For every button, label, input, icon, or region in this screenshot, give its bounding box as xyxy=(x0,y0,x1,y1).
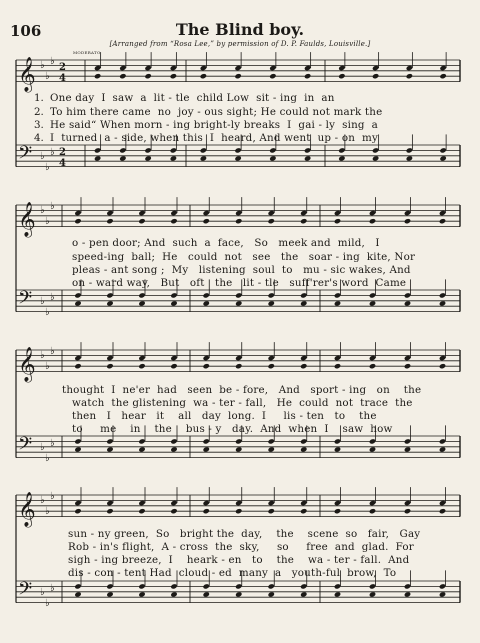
notehead xyxy=(170,65,177,71)
notehead xyxy=(404,300,411,306)
lyric-line: pleas - ant song ; My listening soul to mu - sic wakes, And xyxy=(72,264,411,276)
notehead xyxy=(439,210,446,216)
lyric-line: on - ward way, But oft the lit - tle suff'rer's word Came xyxy=(72,277,407,289)
flat-icon: ♭ xyxy=(50,292,55,303)
notehead xyxy=(439,591,446,597)
lyric-line: o - pen door; And such a face, So meek and mild, I xyxy=(72,237,380,249)
notehead xyxy=(304,73,311,79)
notehead xyxy=(106,446,113,452)
lyric-line: Rob - in's flight, A - cross the sky, so free and glad. For xyxy=(68,541,414,553)
lyric-line: He said“ When morn - ing bright-ly breaks I gai - ly sing a xyxy=(50,119,378,131)
flat-icon: ♭ xyxy=(50,346,55,357)
notehead xyxy=(234,147,241,153)
notehead xyxy=(369,300,376,306)
flat-icon: ♭ xyxy=(45,453,50,464)
notehead xyxy=(235,218,242,224)
flat-icon: ♭ xyxy=(40,442,45,453)
notehead xyxy=(268,508,275,514)
notehead xyxy=(268,300,275,306)
notehead xyxy=(304,65,311,71)
flat-icon: ♭ xyxy=(40,205,45,216)
notehead xyxy=(203,300,210,306)
notehead xyxy=(106,500,113,506)
verse-number: 2. xyxy=(34,106,44,118)
notehead xyxy=(170,583,177,589)
notehead xyxy=(369,508,376,514)
notehead xyxy=(268,292,275,298)
notehead xyxy=(74,591,81,597)
flat-icon: ♭ xyxy=(45,71,50,82)
notehead xyxy=(74,292,81,298)
notehead xyxy=(235,210,242,216)
flat-icon: ♭ xyxy=(50,583,55,594)
notehead xyxy=(170,300,177,306)
notehead xyxy=(94,155,101,161)
notehead xyxy=(300,438,307,444)
notehead xyxy=(334,583,341,589)
notehead xyxy=(372,73,379,79)
notehead xyxy=(74,446,81,452)
notehead xyxy=(170,147,177,153)
notehead xyxy=(119,65,126,71)
notehead xyxy=(369,438,376,444)
notehead xyxy=(369,292,376,298)
notehead xyxy=(268,500,275,506)
notehead xyxy=(369,583,376,589)
notehead xyxy=(404,446,411,452)
notehead xyxy=(369,591,376,597)
notehead xyxy=(268,355,275,361)
lyric-line: speed-ing ball; He could not see the soar - ing kite, Nor xyxy=(72,251,416,263)
notehead xyxy=(334,292,341,298)
notehead xyxy=(138,355,145,361)
notehead xyxy=(203,210,210,216)
notehead xyxy=(439,155,446,161)
notehead xyxy=(170,438,177,444)
notehead xyxy=(268,438,275,444)
notehead xyxy=(304,147,311,153)
notehead xyxy=(200,147,207,153)
notehead xyxy=(170,355,177,361)
notehead xyxy=(235,500,242,506)
notehead xyxy=(338,73,345,79)
notehead xyxy=(203,508,210,514)
notehead xyxy=(334,500,341,506)
notehead xyxy=(106,591,113,597)
notehead xyxy=(74,210,81,216)
notehead xyxy=(404,363,411,369)
lyric-line: thought I ne'er had seen be - fore, And sport - ing on the xyxy=(62,384,422,396)
notehead xyxy=(369,355,376,361)
notehead xyxy=(138,438,145,444)
notehead xyxy=(119,155,126,161)
notehead xyxy=(338,155,345,161)
bass-clef-icon: 𝄢 xyxy=(18,143,33,168)
notehead xyxy=(300,300,307,306)
time-signature: 4 xyxy=(59,73,66,84)
notehead xyxy=(269,155,276,161)
notehead xyxy=(74,438,81,444)
notehead xyxy=(106,508,113,514)
notehead xyxy=(203,218,210,224)
notehead xyxy=(235,583,242,589)
notehead xyxy=(203,591,210,597)
notehead xyxy=(235,438,242,444)
notehead xyxy=(74,300,81,306)
notehead xyxy=(300,508,307,514)
notehead xyxy=(74,508,81,514)
notehead xyxy=(439,218,446,224)
notehead xyxy=(203,355,210,361)
flat-icon: ♭ xyxy=(50,147,55,158)
notehead xyxy=(74,218,81,224)
notehead xyxy=(74,500,81,506)
notehead xyxy=(203,292,210,298)
treble-clef-icon: 𝄞 xyxy=(18,57,36,92)
song-title: The Blind boy. xyxy=(175,20,305,39)
notehead xyxy=(439,508,446,514)
notehead xyxy=(439,65,446,71)
flat-icon: ♭ xyxy=(45,506,50,517)
lyric-line: sun - ny green, So bright the day, the scene so fair, Gay xyxy=(68,528,421,540)
notehead xyxy=(334,355,341,361)
notehead xyxy=(404,508,411,514)
notehead xyxy=(235,292,242,298)
notehead xyxy=(406,155,413,161)
notehead xyxy=(439,300,446,306)
notehead xyxy=(369,363,376,369)
notehead xyxy=(404,355,411,361)
time-signature: 4 xyxy=(59,158,66,169)
notehead xyxy=(439,73,446,79)
notehead xyxy=(235,591,242,597)
tempo-marking: MODERATO xyxy=(73,50,101,55)
time-signature: 2 xyxy=(59,62,66,73)
lyric-line: then I hear it all day long. I lis - ten to the xyxy=(72,410,377,422)
notehead xyxy=(439,355,446,361)
flat-icon: ♭ xyxy=(45,162,50,173)
notehead xyxy=(138,363,145,369)
flat-icon: ♭ xyxy=(40,587,45,598)
notehead xyxy=(235,300,242,306)
notehead xyxy=(404,500,411,506)
notehead xyxy=(300,218,307,224)
notehead xyxy=(439,363,446,369)
notehead xyxy=(170,508,177,514)
notehead xyxy=(119,73,126,79)
notehead xyxy=(144,73,151,79)
flat-icon: ♭ xyxy=(50,491,55,502)
notehead xyxy=(203,438,210,444)
notehead xyxy=(144,147,151,153)
flat-icon: ♭ xyxy=(40,151,45,162)
notehead xyxy=(235,508,242,514)
notehead xyxy=(338,147,345,153)
notehead xyxy=(439,147,446,153)
notehead xyxy=(203,500,210,506)
notehead xyxy=(334,438,341,444)
notehead xyxy=(304,155,311,161)
notehead xyxy=(200,65,207,71)
notehead xyxy=(170,363,177,369)
page-number: 106 xyxy=(10,22,42,40)
notehead xyxy=(170,73,177,79)
notehead xyxy=(138,446,145,452)
arrangement-credit: [Arranged from “Rosa Lee,” by permission of D. P. Faulds, Louisville.] xyxy=(109,40,371,48)
notehead xyxy=(203,583,210,589)
notehead xyxy=(203,363,210,369)
notehead xyxy=(138,218,145,224)
flat-icon: ♭ xyxy=(45,598,50,609)
notehead xyxy=(300,583,307,589)
notehead xyxy=(235,363,242,369)
notehead xyxy=(268,583,275,589)
notehead xyxy=(269,147,276,153)
notehead xyxy=(439,500,446,506)
notehead xyxy=(404,591,411,597)
notehead xyxy=(170,218,177,224)
notehead xyxy=(372,147,379,153)
notehead xyxy=(406,73,413,79)
flat-icon: ♭ xyxy=(50,201,55,212)
notehead xyxy=(369,218,376,224)
notehead xyxy=(138,292,145,298)
notehead xyxy=(269,65,276,71)
notehead xyxy=(203,446,210,452)
verse-number: 4. xyxy=(34,132,44,144)
notehead xyxy=(138,300,145,306)
notehead xyxy=(234,65,241,71)
notehead xyxy=(404,583,411,589)
notehead xyxy=(439,438,446,444)
notehead xyxy=(106,218,113,224)
notehead xyxy=(235,446,242,452)
notehead xyxy=(94,65,101,71)
notehead xyxy=(138,508,145,514)
lyric-line: To him there came no joy - ous sight; He could not mark the xyxy=(50,106,383,118)
notehead xyxy=(200,155,207,161)
notehead xyxy=(235,355,242,361)
flat-icon: ♭ xyxy=(40,350,45,361)
verse-number: 1. xyxy=(34,92,44,104)
lyric-line: dis - con - tent Had cloud - ed many a youth-ful brow, To xyxy=(68,567,397,579)
flat-icon: ♭ xyxy=(50,56,55,67)
notehead xyxy=(106,438,113,444)
notehead xyxy=(334,218,341,224)
notehead xyxy=(106,292,113,298)
notehead xyxy=(144,155,151,161)
notehead xyxy=(74,583,81,589)
lyric-line: sigh - ing breeze, I heark - en to the wa - ter - fall. And xyxy=(68,554,410,566)
notehead xyxy=(94,73,101,79)
notehead xyxy=(74,363,81,369)
flat-icon: ♭ xyxy=(40,60,45,71)
notehead xyxy=(300,292,307,298)
notehead xyxy=(138,210,145,216)
notehead xyxy=(138,583,145,589)
notehead xyxy=(234,73,241,79)
treble-clef-icon: 𝄞 xyxy=(18,347,36,382)
notehead xyxy=(334,300,341,306)
notehead xyxy=(106,300,113,306)
notehead xyxy=(334,591,341,597)
notehead xyxy=(369,210,376,216)
lyric-line: I turned a - side, when this I heard, And went up - on my xyxy=(50,132,378,144)
notehead xyxy=(406,147,413,153)
notehead xyxy=(170,500,177,506)
notehead xyxy=(334,508,341,514)
flat-icon: ♭ xyxy=(40,296,45,307)
flat-icon: ♭ xyxy=(40,495,45,506)
flat-icon: ♭ xyxy=(45,307,50,318)
notehead xyxy=(234,155,241,161)
notehead xyxy=(369,446,376,452)
notehead xyxy=(404,210,411,216)
time-signature: 2 xyxy=(59,147,66,158)
notehead xyxy=(106,363,113,369)
notehead xyxy=(439,583,446,589)
notehead xyxy=(404,218,411,224)
notehead xyxy=(170,591,177,597)
notehead xyxy=(334,210,341,216)
notehead xyxy=(334,446,341,452)
notehead xyxy=(170,292,177,298)
notehead xyxy=(268,218,275,224)
notehead xyxy=(300,363,307,369)
bass-clef-icon: 𝄢 xyxy=(18,579,33,604)
notehead xyxy=(439,446,446,452)
bass-clef-icon: 𝄢 xyxy=(18,434,33,459)
notehead xyxy=(269,73,276,79)
notehead xyxy=(170,155,177,161)
notehead xyxy=(404,438,411,444)
notehead xyxy=(106,210,113,216)
bass-clef-icon: 𝄢 xyxy=(18,288,33,313)
notehead xyxy=(170,210,177,216)
notehead xyxy=(138,500,145,506)
notehead xyxy=(268,363,275,369)
notehead xyxy=(94,147,101,153)
notehead xyxy=(300,500,307,506)
flat-icon: ♭ xyxy=(45,361,50,372)
notehead xyxy=(119,147,126,153)
notehead xyxy=(300,355,307,361)
flat-icon: ♭ xyxy=(50,438,55,449)
verse-number: 3. xyxy=(34,119,44,131)
notehead xyxy=(406,65,413,71)
notehead xyxy=(372,65,379,71)
notehead xyxy=(268,591,275,597)
lyric-line: to me in the bus - y day. And when I saw how xyxy=(72,423,393,435)
notehead xyxy=(300,210,307,216)
notehead xyxy=(300,446,307,452)
notehead xyxy=(334,363,341,369)
notehead xyxy=(300,591,307,597)
notehead xyxy=(144,65,151,71)
notehead xyxy=(74,355,81,361)
notehead xyxy=(439,292,446,298)
notehead xyxy=(106,583,113,589)
notehead xyxy=(268,446,275,452)
notehead xyxy=(138,591,145,597)
notehead xyxy=(338,65,345,71)
notehead xyxy=(106,355,113,361)
notehead xyxy=(268,210,275,216)
lyric-line: One day I saw a lit - tle child Low sit - ing in an xyxy=(50,92,335,104)
notehead xyxy=(369,500,376,506)
notehead xyxy=(372,155,379,161)
notehead xyxy=(404,292,411,298)
treble-clef-icon: 𝄞 xyxy=(18,202,36,237)
lyric-line: watch the glistening wa - ter - fall, He could not trace the xyxy=(72,397,413,409)
notehead xyxy=(170,446,177,452)
notehead xyxy=(200,73,207,79)
treble-clef-icon: 𝄞 xyxy=(18,492,36,527)
flat-icon: ♭ xyxy=(45,216,50,227)
